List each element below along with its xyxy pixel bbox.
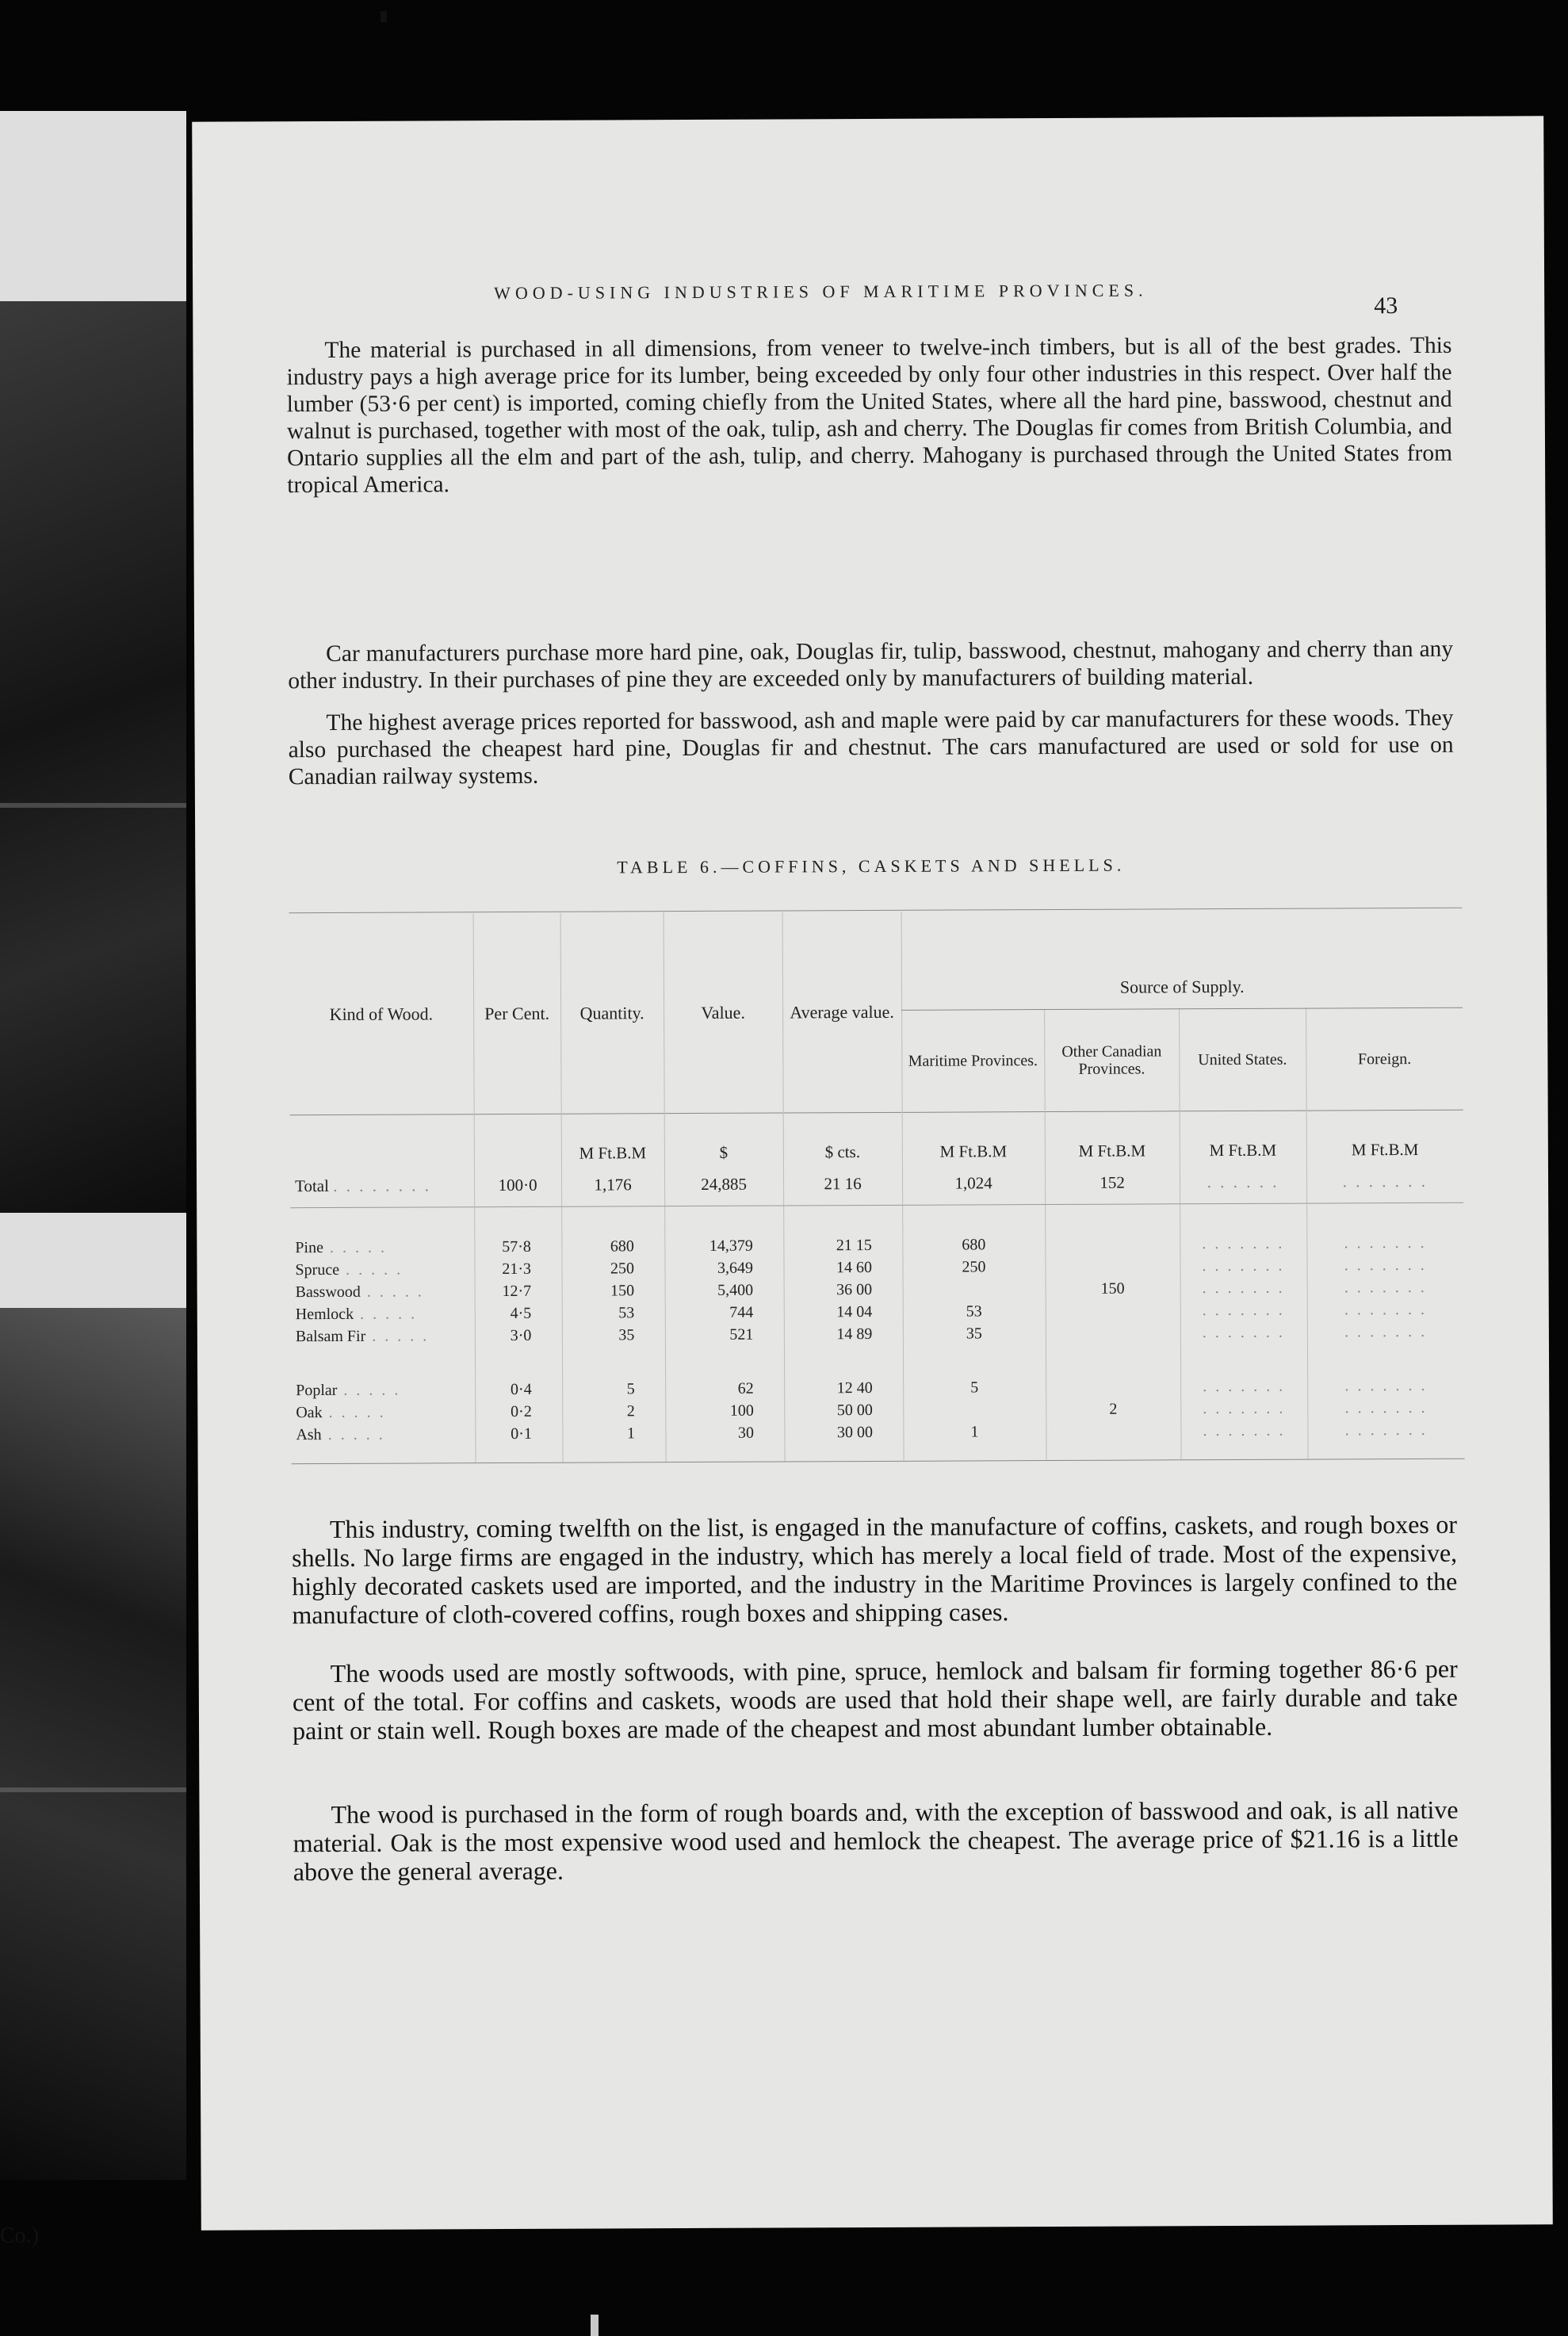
paragraph-text: The highest average prices reported for basswood, ash and maple were paid by car manufacturers for these woods. They also purchased the cheapest hard pine, Douglas fir and chestnut. The cars manufactured are used or sold for use on Canadian railway systems. (288, 705, 1454, 790)
cell-maritime-text: 53 (966, 1302, 982, 1320)
header-average-value: Average value. (782, 912, 902, 1113)
cell-other-canadian (1046, 1397, 1180, 1420)
cell-per-cent-text: 0·4 (510, 1380, 532, 1398)
cell-average-value-text: 12 40 (836, 1378, 873, 1397)
total-united-states (1180, 1160, 1306, 1204)
leader-dots: . . . . . (339, 1260, 403, 1279)
cell-united-states (1180, 1321, 1307, 1344)
cell-quantity (561, 1257, 664, 1280)
paragraph-text: The material is purchased in all dimensions, from veneer to twelve-inch timbers, but is all of the best grades. This industry pays a high average price for its lumber, being exceeded by only four other industries in this respect. Over half the lumber (53·6 per cent) is imported, coming chiefly from the United States, where all the hard pine, basswood, chestnut and walnut is purchased, together with most of the oak, tulip, ash and cherry. The Douglas fir comes from British Columbia, and Ontario supplies all the elm and part of the ash, tulip, and cherry. Mahogany is purchased through the United States from tropical America. (286, 332, 1453, 499)
cell-quantity (562, 1378, 665, 1401)
cell-other-canadian (1045, 1233, 1180, 1256)
units-other-canadian: M Ft.B.M (1045, 1111, 1180, 1161)
cell-per-cent-text: 4·5 (510, 1304, 532, 1322)
cell-maritime-text: 250 (962, 1257, 986, 1276)
cell-united-states (1180, 1299, 1307, 1322)
cell-per-cent (474, 1236, 561, 1258)
cell-maritime (903, 1376, 1046, 1399)
cell-maritime (903, 1322, 1046, 1345)
cell-kind (291, 1378, 475, 1401)
header-other-canadian: Other Canadian Provinces. (1044, 1009, 1180, 1112)
cell-per-cent-text: 57·8 (502, 1237, 531, 1256)
cell-per-cent (475, 1378, 562, 1401)
header-kind: Kind of Wood. (329, 1003, 434, 1024)
leader-dots: . . . . . (321, 1425, 385, 1443)
data-table (289, 909, 1465, 1464)
cell-quantity-text: 53 (618, 1303, 635, 1321)
cell-average-value (784, 1323, 903, 1346)
cell-united-states (1180, 1255, 1306, 1278)
cell-quantity-text: 1 (626, 1424, 635, 1442)
cell-maritime (902, 1256, 1045, 1279)
cell-per-cent-text: 12·7 (502, 1282, 532, 1300)
cell-maritime-text: 5 (970, 1378, 979, 1396)
cell-kind (290, 1258, 474, 1281)
cell-average-value-text: 50 00 (836, 1401, 873, 1419)
cell-value-text: 744 (729, 1303, 754, 1321)
cell-per-cent (475, 1325, 562, 1347)
cell-other-canadian (1046, 1375, 1180, 1398)
leader-dots: . . . . . . . (1202, 1323, 1285, 1341)
leader-dots: . . . . . . . (1344, 1256, 1427, 1274)
header-source-of-supply: Source of Supply. (901, 909, 1463, 1011)
cell-value-text: 521 (729, 1325, 754, 1344)
scan-speck (381, 11, 387, 22)
scan-speck (591, 2315, 599, 2336)
photo-caption-fragment: Co.) (0, 2223, 39, 2248)
cell-value-text: 30 (737, 1424, 754, 1442)
leader-dots: . . . . . (365, 1326, 430, 1345)
cell-kind (291, 1401, 475, 1424)
cell-maritime (903, 1420, 1046, 1443)
total-row (290, 1160, 1463, 1208)
cell-quantity (562, 1302, 665, 1325)
cell-foreign (1307, 1298, 1464, 1321)
cell-other-canadian (1046, 1321, 1180, 1344)
header-united-states: United States. (1179, 1008, 1306, 1111)
table-group-hardwoods (291, 1374, 1464, 1446)
cell-maritime-text: 680 (962, 1235, 986, 1254)
cell-quantity-text: 680 (610, 1237, 634, 1255)
total-label (290, 1164, 474, 1208)
total-maritime: 1,024 (902, 1161, 1045, 1205)
running-head: WOOD-USING INDUSTRIES OF MARITIME PROVINCES. (494, 280, 1148, 304)
total-average-value: 21 16 (783, 1162, 902, 1206)
paragraph-text: The woods used are mostly softwoods, with pine, spruce, hemlock and balsam fir forming together 86·6 per cent of the total. For coffins and caskets, woods are used that hold their shape well, are fairly durable and take paint or stain well. Rough boxes are made of the cheapest and most abundant lumber obtainable. (292, 1654, 1458, 1745)
cell-per-cent (475, 1280, 562, 1302)
total-other-canadian: 152 (1045, 1160, 1180, 1204)
paragraph-text: The wood is purchased in the form of rough boards and, with the exception of basswood and oak, is all native material. Oak is the most expensive wood used and hemlock the cheapest. The average price of $21.16 is a little above the general average. (293, 1795, 1459, 1887)
units-per-cent (474, 1114, 561, 1164)
cell-average-value (784, 1399, 903, 1422)
cell-other-canadian (1046, 1277, 1180, 1300)
cell-value-text: 100 (729, 1401, 754, 1420)
cell-quantity (561, 1235, 664, 1258)
paragraph (292, 1510, 1458, 1629)
cell-quantity (562, 1324, 665, 1347)
cell-value-text: 5,400 (717, 1281, 754, 1299)
cell-value-text: 3,649 (717, 1259, 754, 1277)
cell-maritime (903, 1398, 1046, 1421)
units-average-value: $ cts. (783, 1112, 902, 1162)
cell-kind-text: Basswood (295, 1283, 361, 1301)
leader-dots: . . . . . . . (1344, 1398, 1428, 1417)
header-value: Value. (664, 912, 783, 1113)
cell-value (665, 1399, 784, 1422)
cell-value (665, 1377, 784, 1400)
leader-dots: . . . . . . . . (333, 1175, 431, 1195)
cell-united-states (1180, 1277, 1307, 1300)
cell-quantity (562, 1279, 665, 1302)
leader-dots: . . . . . . . (1203, 1421, 1286, 1439)
paragraph-text: This industry, coming twelfth on the list, is engaged in the manufacture of coffins, caskets, and rough boxes or shells. No large firms are engaged in the industry, which has merely a local field of trade. Most of the expensive, highly decorated caskets used are imported, and the industry in the Maritime Provinces is largely confined to the manufacture of cloth-covered coffins, rough boxes and shipping cases. (292, 1509, 1458, 1630)
cell-kind-text: Oak (296, 1403, 323, 1421)
paragraph (288, 705, 1453, 790)
paragraph (293, 1654, 1458, 1745)
header-quantity: Quantity. (560, 912, 664, 1114)
cell-quantity-text: 2 (626, 1401, 635, 1420)
cell-per-cent (475, 1423, 562, 1445)
photograph-fragment-bottom (0, 1308, 186, 2180)
cell-maritime (903, 1278, 1046, 1301)
leader-dots: . . . . . . . (1344, 1300, 1428, 1318)
leader-dots: . . . . . . . (1344, 1322, 1428, 1340)
units-kind (290, 1114, 474, 1165)
cell-value (664, 1234, 783, 1257)
leader-dots: . . . . . (360, 1282, 424, 1301)
cell-foreign (1307, 1321, 1464, 1344)
cell-other-canadian (1046, 1420, 1180, 1443)
coffins-caskets-table (289, 909, 1465, 1464)
paragraph (286, 332, 1452, 499)
units-row (290, 1110, 1463, 1164)
cell-per-cent (475, 1401, 562, 1423)
cell-average-value-text: 14 89 (836, 1325, 873, 1343)
cell-average-value (784, 1279, 903, 1302)
cell-other-canadian (1045, 1255, 1180, 1278)
leader-dots: . . . . . (323, 1238, 388, 1256)
cell-quantity-text: 35 (618, 1325, 635, 1344)
cell-average-value-text: 14 04 (836, 1302, 873, 1321)
cell-value (665, 1421, 784, 1444)
leader-dots: . . . . . . . (1344, 1420, 1428, 1439)
leader-dots: . . . . . . . (1203, 1377, 1286, 1395)
cell-value (665, 1301, 784, 1324)
cell-kind-text: Spruce (295, 1260, 340, 1279)
photograph-fragment-top (0, 301, 186, 1213)
cell-average-value-text: 36 00 (836, 1280, 873, 1298)
cell-foreign (1307, 1276, 1464, 1299)
cell-kind-text: Hemlock (295, 1305, 354, 1323)
book-page (192, 116, 1553, 2230)
leader-dots: . . . . . . . (1344, 1376, 1428, 1394)
cell-kind-text: Pine (295, 1238, 324, 1256)
leader-dots: . . . . . . . (1202, 1279, 1285, 1297)
cell-per-cent-text: 0·2 (511, 1402, 532, 1420)
cell-average-value (784, 1301, 903, 1324)
cell-maritime (902, 1233, 1045, 1256)
total-label-text: Total (295, 1176, 329, 1195)
cell-other-canadian (1046, 1299, 1180, 1322)
cell-foreign (1306, 1254, 1463, 1277)
cell-value-text: 62 (737, 1379, 754, 1397)
leader-dots: . . . . . . . (1344, 1278, 1427, 1296)
header-per-cent: Per Cent. (473, 913, 561, 1114)
cell-kind-text: Poplar (296, 1381, 338, 1399)
cell-foreign (1307, 1397, 1464, 1420)
cell-quantity-text: 150 (610, 1281, 635, 1299)
page-number: 43 (1374, 292, 1398, 319)
cell-kind (290, 1236, 474, 1259)
cell-average-value (783, 1256, 902, 1279)
cell-foreign (1306, 1232, 1463, 1255)
leader-dots: . . . . . . . (1202, 1234, 1285, 1252)
cell-other-canadian-text: 2 (1109, 1400, 1118, 1418)
cell-per-cent (475, 1302, 562, 1325)
units-value: $ (664, 1113, 783, 1163)
header-foreign: Foreign. (1306, 1007, 1463, 1111)
cell-per-cent-text: 0·1 (511, 1424, 532, 1443)
cell-united-states (1180, 1420, 1307, 1443)
cell-average-value-text: 14 60 (836, 1258, 873, 1276)
cell-kind (291, 1302, 475, 1325)
cell-kind (291, 1325, 475, 1348)
cell-maritime (903, 1300, 1046, 1323)
paragraph-text: Car manufacturers purchase more hard pine, oak, Douglas fir, tulip, basswood, chestnut, mahogany and cherry than any other industry. In their purchases of pine they are exceeded only by manufacturers of building material. (288, 636, 1454, 694)
cell-foreign (1307, 1374, 1464, 1397)
cell-per-cent-text: 3·0 (510, 1326, 532, 1344)
units-united-states: M Ft.B.M (1180, 1111, 1306, 1160)
leader-dots: . . . . . . (1207, 1172, 1279, 1191)
cell-kind-text: Ash (296, 1425, 322, 1443)
leader-dots: . . . . . (322, 1403, 386, 1421)
leader-dots: . . . . . (337, 1381, 401, 1399)
cell-value (665, 1323, 784, 1346)
cell-average-value (783, 1234, 902, 1257)
paragraph (293, 1795, 1458, 1886)
table-group-softwoods (290, 1232, 1464, 1348)
cell-maritime-text: 35 (966, 1324, 982, 1342)
cell-average-value-text: 21 15 (836, 1236, 872, 1254)
leader-dots: . . . . . (354, 1305, 418, 1323)
total-quantity: 1,176 (561, 1163, 664, 1206)
cell-united-states (1180, 1375, 1307, 1398)
cell-united-states (1180, 1397, 1307, 1420)
header-maritime: Maritime Provinces. (901, 1010, 1045, 1113)
cell-kind-text: Balsam Fir (295, 1327, 366, 1345)
total-per-cent: 100·0 (474, 1164, 561, 1207)
paragraph (288, 636, 1453, 694)
cell-kind (291, 1423, 475, 1446)
leader-dots: . . . . . . . (1342, 1171, 1428, 1191)
cell-per-cent (474, 1258, 561, 1280)
units-quantity: M Ft.B.M (561, 1114, 664, 1164)
cell-kind (291, 1280, 475, 1303)
leader-dots: . . . . . . . (1202, 1256, 1285, 1275)
cell-quantity (562, 1422, 665, 1445)
cell-value-text: 14,379 (709, 1237, 753, 1255)
row-spacer (291, 1343, 1464, 1379)
adjoining-page-fragment (0, 111, 186, 2248)
leader-dots: . . . . . . . (1203, 1399, 1286, 1417)
cell-united-states (1180, 1233, 1306, 1256)
total-value: 24,885 (664, 1162, 783, 1206)
cell-per-cent-text: 21·3 (502, 1260, 532, 1278)
table-title: TABLE 6.—COFFINS, CASKETS AND SHELLS. (617, 854, 1126, 877)
cell-quantity-text: 5 (626, 1379, 635, 1397)
cell-average-value-text: 30 00 (836, 1423, 873, 1441)
cell-quantity-text: 250 (610, 1259, 635, 1277)
total-foreign (1306, 1160, 1463, 1203)
units-maritime: M Ft.B.M (902, 1112, 1045, 1162)
cell-maritime-text: 1 (970, 1422, 979, 1440)
leader-dots: . . . . . . . (1202, 1301, 1285, 1319)
cell-value (665, 1279, 784, 1302)
cell-other-canadian-text: 150 (1100, 1279, 1125, 1298)
leader-dots: . . . . . . . (1344, 1233, 1427, 1252)
units-foreign: M Ft.B.M (1306, 1110, 1463, 1160)
cell-value (664, 1256, 783, 1279)
cell-average-value (784, 1377, 903, 1400)
cell-quantity (562, 1400, 665, 1423)
cell-average-value (784, 1421, 903, 1444)
cell-foreign (1307, 1419, 1464, 1442)
